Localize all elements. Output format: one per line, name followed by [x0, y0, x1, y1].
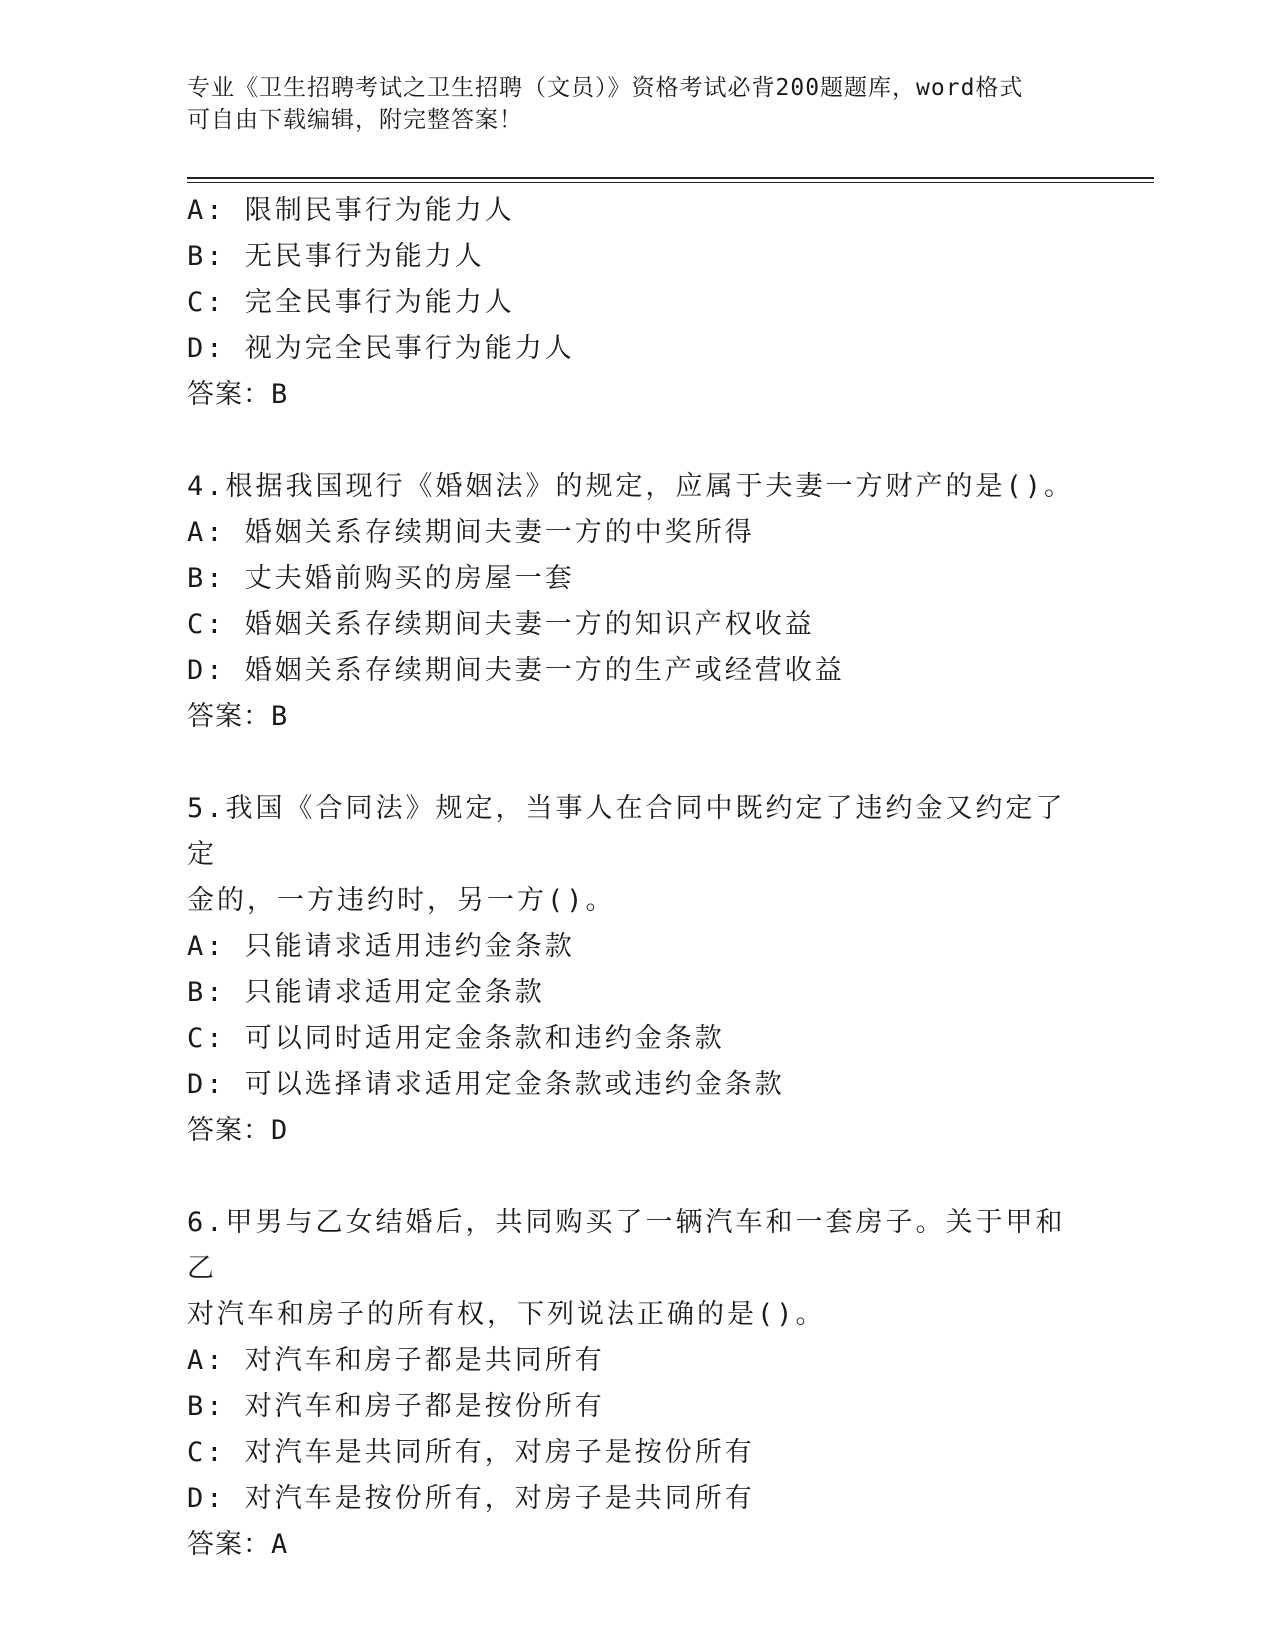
answer-line	[187, 1108, 1087, 1154]
question-stem-line-2: 对汽车和房子的所有权，下列说法正确的是()。	[187, 1299, 826, 1330]
question-stem: 4.根据我国现行《婚姻法》的规定，应属于夫妻一方财产的是()。	[187, 471, 1075, 502]
option-b: B: 只能请求适用定金条款	[187, 977, 545, 1008]
answer-value: D	[271, 1115, 289, 1146]
option-b: B: 无民事行为能力人	[187, 241, 485, 272]
question-stem-line-1: 6.甲男与乙女结婚后，共同购买了一辆汽车和一套房子。关于甲和乙	[187, 1207, 1066, 1284]
option-a: A: 婚姻关系存续期间夫妻一方的中奖所得	[187, 517, 755, 548]
question-stem-line-1: 5.我国《合同法》规定，当事人在合同中既约定了违约金又约定了定	[187, 793, 1066, 870]
answer-value: B	[271, 701, 289, 732]
answer-value: A	[271, 1529, 289, 1560]
document-header	[187, 72, 1087, 136]
option-c: C: 完全民事行为能力人	[187, 287, 515, 318]
question-spacer	[187, 418, 1087, 464]
question-5	[187, 786, 1087, 1154]
answer-label: 答案：	[187, 1115, 271, 1146]
question-stem-line-2: 金的，一方违约时，另一方()。	[187, 885, 616, 916]
header-divider-thin	[187, 182, 1154, 183]
option-d: D: 对汽车是按份所有，对房子是共同所有	[187, 1483, 755, 1514]
header-title-line-1: 专业《卫生招聘考试之卫生招聘（文员）》资格考试必背200题题库，word格式	[187, 75, 1024, 101]
header-title-line-2: 可自由下载编辑，附完整答案！	[187, 107, 523, 133]
answer-label: 答案：	[187, 701, 271, 732]
option-b: B: 对汽车和房子都是按份所有	[187, 1391, 605, 1422]
option-c: C: 婚姻关系存续期间夫妻一方的知识产权收益	[187, 609, 815, 640]
question-spacer	[187, 1154, 1087, 1200]
question-spacer	[187, 740, 1087, 786]
answer-line	[187, 1522, 1087, 1568]
option-b: B: 丈夫婚前购买的房屋一套	[187, 563, 575, 594]
answer-value: B	[271, 379, 289, 410]
option-d: D: 婚姻关系存续期间夫妻一方的生产或经营收益	[187, 655, 845, 686]
question-3	[187, 188, 1087, 418]
option-c: C: 对汽车是共同所有，对房子是按份所有	[187, 1437, 755, 1468]
question-list	[187, 188, 1087, 1568]
option-a: A: 只能请求适用违约金条款	[187, 931, 575, 962]
option-a: A: 对汽车和房子都是共同所有	[187, 1345, 605, 1376]
option-c: C: 可以同时适用定金条款和违约金条款	[187, 1023, 725, 1054]
answer-label: 答案：	[187, 379, 271, 410]
question-6	[187, 1200, 1087, 1568]
answer-label: 答案：	[187, 1529, 271, 1560]
option-d: D: 视为完全民事行为能力人	[187, 333, 575, 364]
question-4	[187, 464, 1087, 740]
answer-line	[187, 372, 1087, 418]
header-divider-thick	[187, 177, 1154, 179]
option-a: A: 限制民事行为能力人	[187, 195, 515, 226]
answer-line	[187, 694, 1087, 740]
option-d: D: 可以选择请求适用定金条款或违约金条款	[187, 1069, 785, 1100]
